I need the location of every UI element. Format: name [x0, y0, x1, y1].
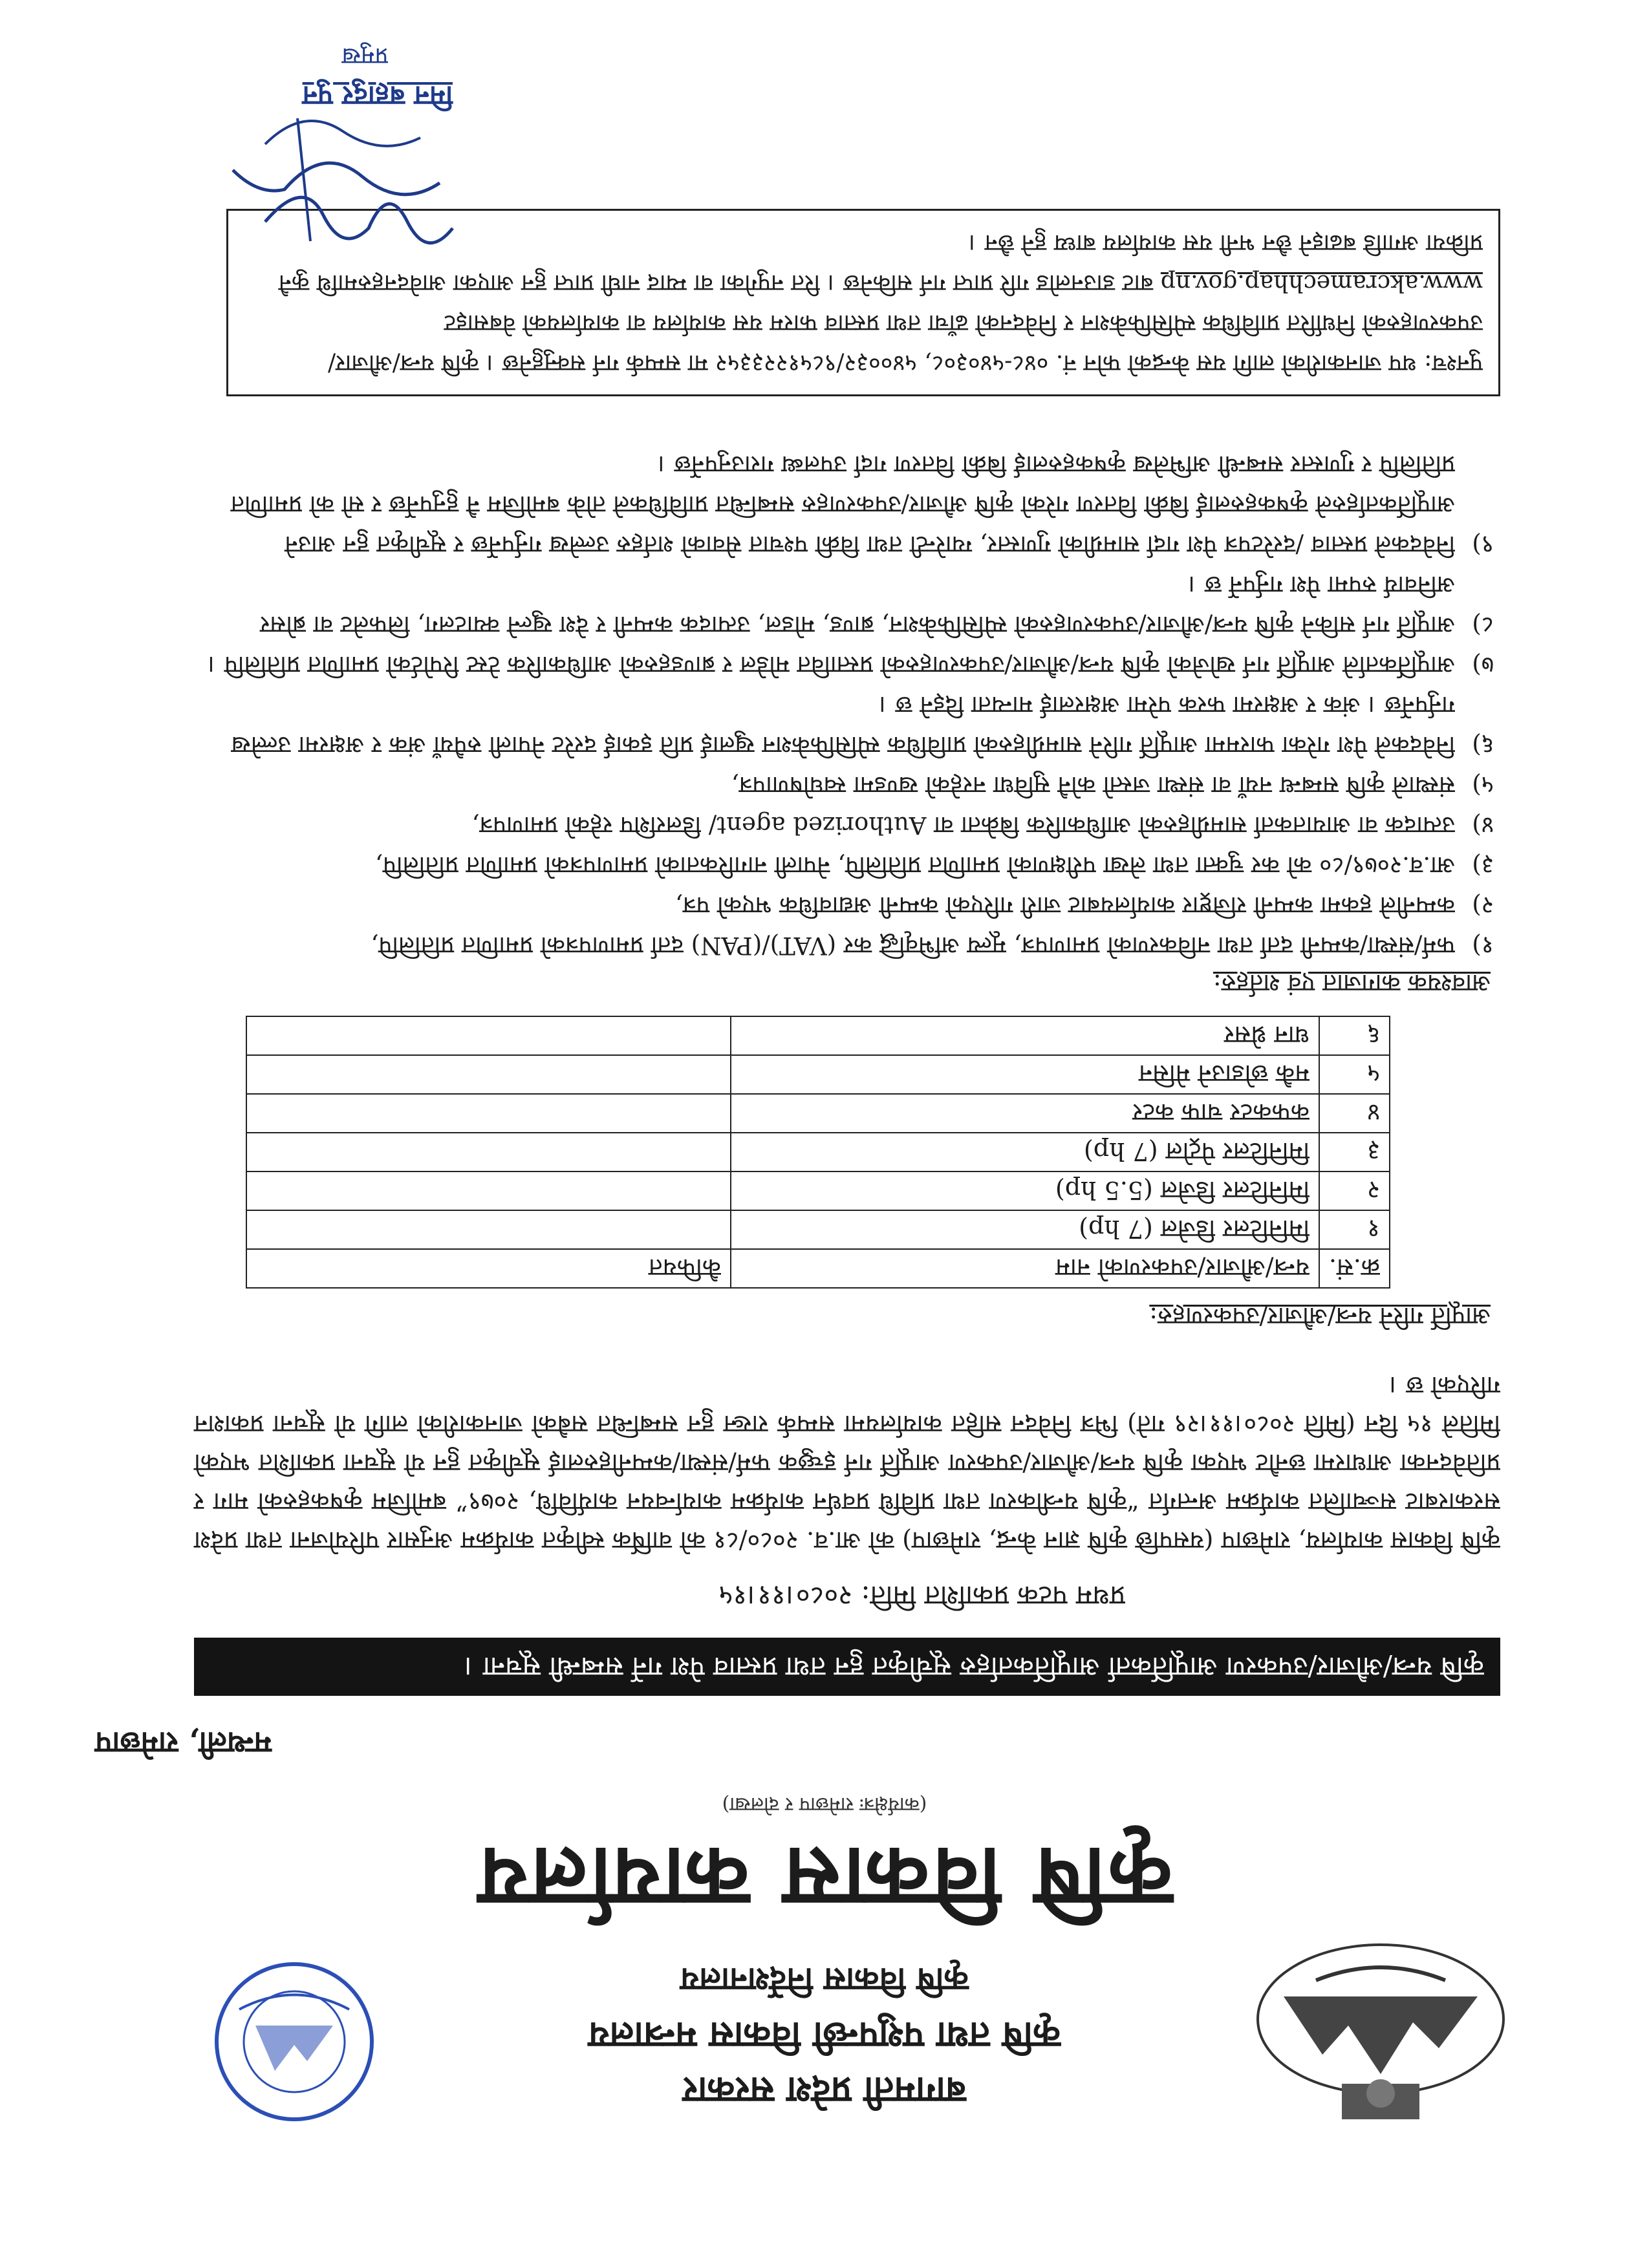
government-emblem-icon — [1245, 1938, 1516, 2132]
header-line-3: कृषि विकास निर्देशनालय — [680, 1961, 969, 1999]
equipment-table — [246, 1016, 1390, 1289]
row-remark — [246, 1210, 731, 1249]
row-remark — [246, 1016, 731, 1055]
signatory-name: मिन बहादुर पुन — [302, 80, 453, 112]
table-row — [246, 1133, 1390, 1171]
table-row — [246, 1094, 1390, 1133]
table-row — [246, 1210, 1390, 1249]
list-item: ८) आपूर्ति गर्न सकिने कृषि यन्त्र/औजार/उपकरणहरुको स्पेसिफिकेशन, ब्राण्ड, मोडल, उत्पादक कम्पनी र देश खुल्ने क्याटलग, लिफलेट वा ब्रोसर अनिवार्य रुपमा पेश गर्नुपर्ने छ । — [260, 571, 1494, 639]
table-row — [246, 1171, 1390, 1210]
footnote-text-2: बाट डाउनलोड गरि प्राप्त गर्न सकिनेछ । रित नपुगेका वा म्याद नाघी प्राप्त हुन आएका आवेदनहरुमाथि कुनै प्रक्रिया अगाडि बढाइने छैन भनी यस कार्यालय बाध्य हुने छैन । — [278, 230, 1483, 296]
header-line-1: बागमती प्रदेश सरकार — [683, 2069, 966, 2112]
row-remark — [246, 1171, 731, 1210]
list-item: २) कम्पनीले हकमा कम्पनी रजिष्ट्रार कार्यालयबाट जारी गरिएको कम्पनी अद्यावधिक भएको पत्र, — [675, 892, 1494, 919]
office-location: मन्थली, रामेछाप — [95, 1726, 272, 1760]
list-item: १) फर्म/संस्था/कम्पनी दर्ता तथा नविकरणको प्रमाणपत्र, मूल्य अभिवृद्धि कर (VAT)/(PAN) दर्ता प्रमाणपत्रको प्रमाणित प्रतिलिपि, — [371, 932, 1494, 959]
row-name: मिनिटिलर डिजेल (5.5 hp) — [731, 1171, 1319, 1210]
row-remark — [246, 1055, 731, 1094]
row-sn: ४ — [1319, 1094, 1390, 1133]
table-row — [246, 1055, 1390, 1094]
row-sn: ५ — [1319, 1055, 1390, 1094]
list-item: ६) निवेदकले पेश गरेका फारममा आपूर्ति गरिने सामग्रीहरुको प्राविधिक स्पेसिफिकेशन खुलाई प्रति इकाई दररेट नेपाली रुपैयाँ अंक र अक्षरमा उल्लेख गर्नुपर्नेछ । अंक र अक्षरमा फरक परेमा अक्षरलाई मान्यता दिइने छ । — [231, 691, 1494, 759]
row-sn: १ — [1319, 1210, 1390, 1249]
table-header-row — [246, 1249, 1390, 1288]
row-sn: ६ — [1319, 1016, 1390, 1055]
row-name: कफकटर चाफ कटर — [731, 1094, 1319, 1133]
header-sn: क्र.सं. — [1319, 1249, 1390, 1288]
list-item: ९) निवेदकले प्रस्ताव /दररेटपत्र पेश गर्दा सामग्रीको गुणस्तर, ग्यारेन्टी तथा विक्री पश्चात सेवाको शर्तहरु उल्लेख गर्नुपर्नेछ र सूचीकृत हुन आउने आपूर्तिकर्ताहरुले कृषकहरुलाई बिक्री वितरण गरेको कृषि औजार/उपकरणहरु सम्बन्धित प्राविधिकले तोके बमोजिम नै हुनुपर्नेछ र सो को प्रमाणित प्रतिलिपि र गुणस्तर सम्बन्धी अभिलेख कृषकहरुलाई बिक्री वितरण गर्दा उपलब्ध गराउनुपर्नेछ । — [230, 451, 1494, 559]
website-link[interactable]: www.akcramechhap.gov.np — [1160, 270, 1483, 296]
header-name: यन्त्र/औजार/उपकरणको नाम — [731, 1249, 1319, 1288]
signature — [207, 99, 479, 267]
documents-caption: आवश्यक कागजात एवं शर्तहरु: — [1212, 969, 1491, 998]
footnote-text: पुनश्च: थप जानकारीको लागि यस केन्द्रको फोन नं. ०४८-५४०३०८, ५४००३२/९८५१२२३३५२ मा सम्पर्क गर्न सक्नुहुनेछ । कृषि यन्त्र/औजार/उपकरणहरुको निर्धारित प्राविधिक स्पेसिफिकेशन र निवेदनको ढाँचा तथा प्रस्ताव फारम यस कार्यालय वा कार्यालयको वेबसाइट — [327, 310, 1483, 376]
signatory-role: प्रमुख — [341, 43, 388, 69]
office-stamp — [194, 1954, 394, 2129]
office-title: कृषि विकास कार्यालय — [476, 1829, 1173, 1928]
list-item: ७) आपूर्तिकर्ताले आपूर्ति गर्न खोजेको कृषि यन्त्र/औजार/उपकरणहरुको प्रस्तावित मोडेल र ब्राण्डहरुको आधिकारिक टेस्ट रिपोर्टको प्रमाणित प्रतिलिपि । — [208, 651, 1494, 679]
row-sn: ३ — [1319, 1133, 1390, 1171]
notice-intro-paragraph: कृषि विकास कार्यालय, रामेछाप (यसपछि कृषि ज्ञान केन्द्र, रामेछाप) को आ.व. २०८०/८१ को वार्षिक स्वीकृत कार्यक्रम अनुसार परियोजना तथा प्रदेश सरकारबाट सञ्चालित कार्यक्रम अन्तर्गत “कृषि यन्त्रीकरण तथा प्रविधि प्रवर्धन कार्यक्रम कार्यान्वयन कार्यविधि, २०७९” बमोजिम कृषकहरुको माग र प्रतिवेदनका आधारमा छनौट भएका कृषि यन्त्र/औजार/उपकरण आपूर्ति गर्न इच्छुक फर्म/संस्था/कम्पनीहरुलाई सूचीकृत हुन यो सूचना प्रकाशित भएको मितिले १५ दिन (मिति २०८०।११।२९ गते) भित्र निवेदन सहित कार्यालयमा सम्पर्क राख्न हुन सम्बन्धित सबैको जानकारीको लागि यो सूचना प्रकाशन गरिएको छ । — [194, 1371, 1500, 1555]
row-sn: २ — [1319, 1171, 1390, 1210]
header-remark: कैफियत — [246, 1249, 731, 1288]
publish-date: प्रथम पटक प्रकाशित मिति: २०८०।११।१५ — [718, 1580, 1125, 1612]
row-name: मकै छोडाउने मेसिन — [731, 1055, 1319, 1094]
row-name: धान थ्रेसर — [731, 1016, 1319, 1055]
row-remark — [246, 1133, 731, 1171]
list-item: ४) उत्पादक वा आयातकर्ता सामग्रीहरुको आधिकारिक बिक्रेता वा Authorized agent/ डिलरशिप रहेको प्रमाणपत्र, — [471, 811, 1494, 839]
equipment-caption: आपूर्ति गरिने यन्त्र/औजार/उपकरणहरु: — [1149, 1302, 1491, 1331]
office-subtitle: (कार्यक्षेत्रः रामेछाप र दोलखा) — [722, 1793, 927, 1815]
row-remark — [246, 1094, 731, 1133]
documents-list — [194, 444, 1494, 965]
row-name: मिनिटिलर पेट्रोल (7 hp) — [731, 1133, 1319, 1171]
table-row — [246, 1016, 1390, 1055]
list-item: ३) आ.व.२०७९/८० को कर चुक्ता तथा लेखा परीक्षणको प्रमाणित प्रतिलिपि, नेपाली नागरिकताको प्रमाणपत्रको प्रमाणित प्रतिलिपि, — [375, 851, 1494, 879]
notice-title-bar: कृषि यन्त्र/औजार/उपकरण आपूर्तिकर्ता आपूर्तिकर्ताहरु सूचीकृत हुन तथा प्रस्ताव पेश गर्ने सम्बन्धी सूचना । — [194, 1638, 1500, 1696]
row-name: मिनिटिलर डिजेल (7 hp) — [731, 1210, 1319, 1249]
header-line-2: कृषि तथा पशुपन्छी विकास मन्त्रालय — [588, 2014, 1061, 2057]
list-item: ५) संस्थाले कृषि सम्बन्ध नयाँ वा संस्था जस्तो कोनै सुविधा नरहेको खण्डमा स्वघोषणापत्र, — [731, 771, 1494, 799]
